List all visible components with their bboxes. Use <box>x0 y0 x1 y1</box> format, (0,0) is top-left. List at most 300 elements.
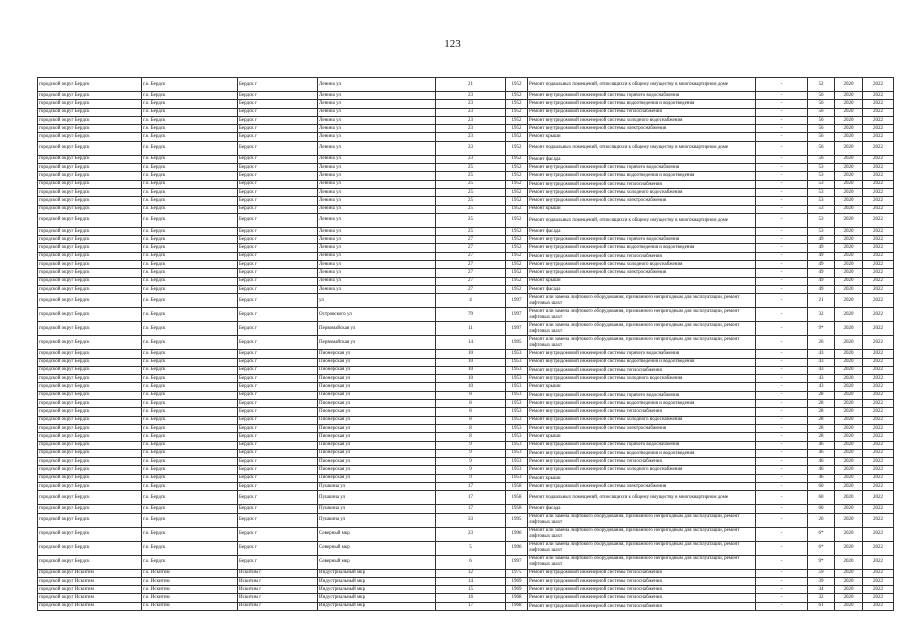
cell-house-number: 25 <box>436 164 506 172</box>
cell-settlement: Бердск г <box>238 366 318 374</box>
cell-house-number: 8 <box>436 400 506 408</box>
cell-end-year: 2022 <box>863 155 894 163</box>
cell-district: г.о. Бердск <box>142 391 238 399</box>
table-row <box>38 197 894 205</box>
cell-district: г.о. Бердск <box>142 125 238 133</box>
cell-separator: - <box>756 197 808 205</box>
cell-end-year: 2022 <box>863 458 894 466</box>
cell-settlement: Бердск г <box>238 336 318 350</box>
cell-build-year: 1968 <box>506 602 528 610</box>
cell-separator: - <box>756 188 808 196</box>
cell-street: Пионерская ул <box>318 400 436 408</box>
cell-house-number: 9 <box>436 458 506 466</box>
cell-work-type: Ремонт фасада <box>528 285 756 293</box>
cell-start-year: 2020 <box>835 424 863 432</box>
cell-settlement: Бердск г <box>238 449 318 457</box>
cell-work-type: Ремонт подвальных помещений, относящихся к общему имуществу в многоквартирном доме <box>528 141 756 155</box>
cell-settlement: Искитим г <box>238 586 318 594</box>
cell-municipality: городской округ Бердск <box>38 213 142 227</box>
cell-work-type: Ремонт фасада <box>528 505 756 513</box>
cell-settlement: Бердск г <box>238 180 318 188</box>
cell-separator: - <box>756 449 808 457</box>
cell-house-number: 25 <box>436 197 506 205</box>
cell-street: Пионерская ул <box>318 383 436 391</box>
table-row <box>38 322 894 336</box>
cell-municipality: городской округ Бердск <box>38 252 142 260</box>
cell-house-number: 25 <box>436 227 506 235</box>
cell-start-year: 2020 <box>835 78 863 92</box>
table-row <box>38 277 894 285</box>
cell-separator: - <box>756 244 808 252</box>
cell-value: 56 <box>808 116 835 124</box>
cell-street: Ленина ул <box>318 116 436 124</box>
cell-build-year: 1952 <box>506 141 528 155</box>
cell-street: Пионерская ул <box>318 391 436 399</box>
cell-end-year: 2022 <box>863 180 894 188</box>
cell-build-year: 1952 <box>506 205 528 213</box>
cell-build-year: 1953 <box>506 424 528 432</box>
cell-separator: - <box>756 125 808 133</box>
cell-value: 53 <box>808 205 835 213</box>
cell-work-type: Ремонт подвальных помещений, относящихся к общему имуществу в многоквартирном доме <box>528 491 756 505</box>
cell-build-year: 1958 <box>506 491 528 505</box>
cell-house-number: 27 <box>436 252 506 260</box>
cell-build-year: 1995 <box>506 336 528 350</box>
cell-street: Пионерская ул <box>318 358 436 366</box>
cell-settlement: Искитим г <box>238 602 318 610</box>
cell-house-number: 10 <box>436 366 506 374</box>
cell-end-year: 2022 <box>863 125 894 133</box>
cell-district: г.о. Бердск <box>142 133 238 141</box>
cell-work-type: Ремонт фасада <box>528 227 756 235</box>
cell-start-year: 2020 <box>835 408 863 416</box>
cell-start-year: 2020 <box>835 358 863 366</box>
cell-value: 49 <box>808 252 835 260</box>
cell-municipality: городской округ Бердск <box>38 180 142 188</box>
cell-settlement: Искитим г <box>238 577 318 585</box>
cell-build-year: 1953 <box>506 408 528 416</box>
table-row <box>38 350 894 358</box>
table-row <box>38 155 894 163</box>
cell-start-year: 2020 <box>835 92 863 100</box>
cell-start-year: 2020 <box>835 527 863 541</box>
cell-end-year: 2022 <box>863 213 894 227</box>
cell-start-year: 2020 <box>835 541 863 555</box>
cell-work-type: Ремонт внутридомовой инженерной системы водоотведения и водоотведения <box>528 358 756 366</box>
cell-house-number: 27 <box>436 285 506 293</box>
cell-start-year: 2020 <box>835 277 863 285</box>
cell-house-number: 9 <box>436 474 506 482</box>
cell-district: г.о. Искитим <box>142 594 238 602</box>
cell-settlement: Бердск г <box>238 213 318 227</box>
cell-street: Пионерская ул <box>318 350 436 358</box>
cell-municipality: городской округ Бердск <box>38 164 142 172</box>
cell-value: 28 <box>808 433 835 441</box>
cell-start-year: 2020 <box>835 252 863 260</box>
cell-value: 6* <box>808 541 835 555</box>
cell-street: Пионерская ул <box>318 466 436 474</box>
cell-settlement: Бердск г <box>238 244 318 252</box>
cell-start-year: 2020 <box>835 555 863 569</box>
cell-street: Индустриальный мкр <box>318 569 436 577</box>
cell-district: г.о. Бердск <box>142 100 238 108</box>
table-row <box>38 424 894 432</box>
cell-street: Ленина ул <box>318 155 436 163</box>
cell-district: г.о. Бердск <box>142 416 238 424</box>
cell-end-year: 2022 <box>863 449 894 457</box>
cell-start-year: 2020 <box>835 285 863 293</box>
cell-settlement: Бердск г <box>238 164 318 172</box>
cell-settlement: Бердск г <box>238 541 318 555</box>
cell-settlement: Бердск г <box>238 400 318 408</box>
cell-work-type: Ремонт или замена лифтового оборудования, признанного непригодным для эксплуатации, ремонт лифтовых шахт <box>528 322 756 336</box>
cell-separator: - <box>756 252 808 260</box>
cell-street: Ленина ул <box>318 227 436 235</box>
cell-start-year: 2020 <box>835 141 863 155</box>
cell-municipality: городской округ Бердск <box>38 491 142 505</box>
cell-build-year: 1952 <box>506 133 528 141</box>
cell-house-number: 25 <box>436 205 506 213</box>
cell-municipality: городской округ Искитим <box>38 594 142 602</box>
cell-street: Пионерская ул <box>318 408 436 416</box>
cell-settlement: Бердск г <box>238 116 318 124</box>
cell-start-year: 2020 <box>835 594 863 602</box>
cell-start-year: 2020 <box>835 375 863 383</box>
cell-separator: - <box>756 433 808 441</box>
table-row <box>38 269 894 277</box>
cell-house-number: 17 <box>436 602 506 610</box>
cell-street: Первомайская ул <box>318 322 436 336</box>
cell-build-year: 1952 <box>506 261 528 269</box>
cell-work-type: Ремонт крыши <box>528 277 756 285</box>
cell-build-year: 1953 <box>506 458 528 466</box>
cell-work-type: Ремонт внутридомовой инженерной системы теплоснабжения <box>528 569 756 577</box>
table-row <box>38 366 894 374</box>
cell-value: 60 <box>808 505 835 513</box>
cell-value: 56 <box>808 141 835 155</box>
cell-municipality: городской округ Бердск <box>38 205 142 213</box>
cell-build-year: 1958 <box>506 482 528 490</box>
cell-street: Ленина ул <box>318 197 436 205</box>
cell-value: 49 <box>808 269 835 277</box>
cell-district: г.о. Бердск <box>142 527 238 541</box>
cell-municipality: городской округ Искитим <box>38 602 142 610</box>
cell-end-year: 2022 <box>863 188 894 196</box>
cell-work-type: Ремонт внутридомовой инженерной системы теплоснабжения <box>528 252 756 260</box>
cell-value: 6* <box>808 527 835 541</box>
cell-start-year: 2020 <box>835 227 863 235</box>
cell-district: г.о. Бердск <box>142 458 238 466</box>
cell-municipality: городской округ Бердск <box>38 141 142 155</box>
cell-work-type: Ремонт внутридомовой инженерной системы холодного водоснабжения <box>528 188 756 196</box>
cell-settlement: Бердск г <box>238 261 318 269</box>
cell-street: Ленина ул <box>318 285 436 293</box>
cell-separator: - <box>756 155 808 163</box>
cell-district: г.о. Бердск <box>142 164 238 172</box>
cell-house-number: 27 <box>436 261 506 269</box>
cell-municipality: городской округ Бердск <box>38 308 142 322</box>
cell-separator: - <box>756 269 808 277</box>
cell-end-year: 2022 <box>863 252 894 260</box>
cell-settlement: Бердск г <box>238 441 318 449</box>
cell-work-type: Ремонт внутридомовой инженерной системы электроснабжения <box>528 197 756 205</box>
cell-build-year: 1952 <box>506 252 528 260</box>
cell-municipality: городской округ Бердск <box>38 294 142 308</box>
cell-house-number: 23 <box>436 108 506 116</box>
cell-street: Ленина ул <box>318 188 436 196</box>
cell-settlement: Бердск г <box>238 269 318 277</box>
cell-district: г.о. Бердск <box>142 366 238 374</box>
cell-start-year: 2020 <box>835 569 863 577</box>
table-row <box>38 383 894 391</box>
cell-end-year: 2022 <box>863 416 894 424</box>
cell-build-year: 1997 <box>506 555 528 569</box>
table-row <box>38 336 894 350</box>
cell-municipality: городской округ Искитим <box>38 569 142 577</box>
cell-separator: - <box>756 458 808 466</box>
cell-value: 53 <box>808 164 835 172</box>
cell-house-number: 12 <box>436 569 506 577</box>
register-table-body <box>38 78 894 611</box>
cell-house-number: 10 <box>436 375 506 383</box>
cell-municipality: городской округ Искитим <box>38 577 142 585</box>
cell-build-year: 1952 <box>506 236 528 244</box>
cell-value: 46 <box>808 474 835 482</box>
cell-work-type: Ремонт или замена лифтового оборудования, признанного непригодным для эксплуатации, ремонт лифтовых шахт <box>528 294 756 308</box>
cell-district: г.о. Бердск <box>142 205 238 213</box>
cell-separator: - <box>756 383 808 391</box>
cell-separator: - <box>756 294 808 308</box>
table-row <box>38 416 894 424</box>
cell-end-year: 2022 <box>863 491 894 505</box>
cell-end-year: 2022 <box>863 577 894 585</box>
table-row <box>38 252 894 260</box>
cell-end-year: 2022 <box>863 586 894 594</box>
cell-start-year: 2020 <box>835 125 863 133</box>
cell-start-year: 2020 <box>835 416 863 424</box>
cell-start-year: 2020 <box>835 269 863 277</box>
cell-work-type: Ремонт внутридомовой инженерной системы водоотведения и водоотведения <box>528 449 756 457</box>
cell-settlement: Бердск г <box>238 527 318 541</box>
table-row <box>38 141 894 155</box>
table-row <box>38 236 894 244</box>
cell-municipality: городской округ Бердск <box>38 336 142 350</box>
cell-settlement: Искитим г <box>238 569 318 577</box>
cell-street: Ленина ул <box>318 252 436 260</box>
cell-work-type: Ремонт внутридомовой инженерной системы теплоснабжения <box>528 366 756 374</box>
cell-separator: - <box>756 285 808 293</box>
cell-district: г.о. Бердск <box>142 408 238 416</box>
cell-district: г.о. Бердск <box>142 197 238 205</box>
cell-start-year: 2020 <box>835 577 863 585</box>
cell-street: Северный мкр <box>318 555 436 569</box>
cell-district: г.о. Бердск <box>142 433 238 441</box>
cell-street: Ленина ул <box>318 236 436 244</box>
cell-end-year: 2022 <box>863 172 894 180</box>
cell-settlement: Бердск г <box>238 252 318 260</box>
cell-separator: - <box>756 350 808 358</box>
cell-work-type: Ремонт внутридомовой инженерной системы электроснабжения <box>528 482 756 490</box>
cell-start-year: 2020 <box>835 308 863 322</box>
cell-house-number: 27 <box>436 244 506 252</box>
table-row <box>38 213 894 227</box>
cell-value: 52 <box>808 78 835 92</box>
cell-settlement: Искитим г <box>238 594 318 602</box>
cell-house-number: 27 <box>436 277 506 285</box>
cell-build-year: 1952 <box>506 188 528 196</box>
cell-street: Пушкина ул <box>318 513 436 527</box>
cell-municipality: городской округ Бердск <box>38 236 142 244</box>
cell-value: 56 <box>808 100 835 108</box>
cell-settlement: Бердск г <box>238 172 318 180</box>
cell-end-year: 2022 <box>863 285 894 293</box>
table-row <box>38 227 894 235</box>
cell-municipality: городской округ Бердск <box>38 269 142 277</box>
cell-end-year: 2022 <box>863 366 894 374</box>
cell-end-year: 2022 <box>863 336 894 350</box>
table-row <box>38 100 894 108</box>
cell-start-year: 2020 <box>835 391 863 399</box>
cell-value: 43 <box>808 383 835 391</box>
cell-value: 28 <box>808 408 835 416</box>
cell-district: г.о. Бердск <box>142 269 238 277</box>
cell-work-type: Ремонт внутридомовой инженерной системы водоотведения и водоотведения <box>528 244 756 252</box>
cell-end-year: 2022 <box>863 92 894 100</box>
cell-work-type: Ремонт внутридомовой инженерной системы теплоснабжения <box>528 602 756 610</box>
cell-settlement: Бердск г <box>238 350 318 358</box>
cell-start-year: 2020 <box>835 505 863 513</box>
table-row <box>38 375 894 383</box>
cell-street: Ленина ул <box>318 141 436 155</box>
cell-value: 46 <box>808 466 835 474</box>
cell-build-year: 1996 <box>506 541 528 555</box>
cell-end-year: 2022 <box>863 441 894 449</box>
table-row <box>38 244 894 252</box>
cell-district: г.о. Бердск <box>142 188 238 196</box>
cell-municipality: городской округ Бердск <box>38 441 142 449</box>
cell-build-year: 1997 <box>506 322 528 336</box>
cell-start-year: 2020 <box>835 108 863 116</box>
cell-house-number: 9 <box>436 466 506 474</box>
cell-end-year: 2022 <box>863 133 894 141</box>
cell-value: 39 <box>808 577 835 585</box>
cell-settlement: Бердск г <box>238 555 318 569</box>
cell-settlement: Бердск г <box>238 133 318 141</box>
cell-value: 49 <box>808 236 835 244</box>
cell-separator: - <box>756 586 808 594</box>
cell-separator: - <box>756 261 808 269</box>
cell-work-type: Ремонт внутридомовой инженерной системы электроснабжения <box>528 424 756 432</box>
cell-value: 60 <box>808 491 835 505</box>
cell-house-number: 10 <box>436 350 506 358</box>
cell-build-year: 1995 <box>506 513 528 527</box>
cell-settlement: Бердск г <box>238 205 318 213</box>
cell-municipality: городской округ Бердск <box>38 408 142 416</box>
cell-end-year: 2022 <box>863 400 894 408</box>
cell-district: г.о. Бердск <box>142 78 238 92</box>
cell-start-year: 2020 <box>835 205 863 213</box>
cell-start-year: 2020 <box>835 449 863 457</box>
table-row <box>38 513 894 527</box>
cell-municipality: городской округ Бердск <box>38 244 142 252</box>
cell-end-year: 2022 <box>863 261 894 269</box>
cell-work-type: Ремонт внутридомовой инженерной системы теплоснабжения <box>528 577 756 585</box>
cell-house-number: 6 <box>436 555 506 569</box>
page-number: 123 <box>444 38 461 50</box>
cell-street: Индустриальный мкр <box>318 586 436 594</box>
cell-end-year: 2022 <box>863 108 894 116</box>
cell-settlement: Бердск г <box>238 424 318 432</box>
cell-separator: - <box>756 78 808 92</box>
cell-build-year: 1953 <box>506 441 528 449</box>
cell-district: г.о. Бердск <box>142 236 238 244</box>
cell-municipality: городской округ Бердск <box>38 133 142 141</box>
cell-district: г.о. Бердск <box>142 141 238 155</box>
cell-start-year: 2020 <box>835 155 863 163</box>
cell-district: г.о. Бердск <box>142 474 238 482</box>
cell-district: г.о. Бердск <box>142 277 238 285</box>
cell-build-year: 1952 <box>506 116 528 124</box>
cell-district: г.о. Бердск <box>142 308 238 322</box>
cell-start-year: 2020 <box>835 400 863 408</box>
cell-work-type: Ремонт или замена лифтового оборудования, признанного непригодным для эксплуатации, ремонт лифтовых шахт <box>528 308 756 322</box>
cell-street: Ленина ул <box>318 213 436 227</box>
cell-start-year: 2020 <box>835 133 863 141</box>
cell-start-year: 2020 <box>835 366 863 374</box>
cell-separator: - <box>756 474 808 482</box>
cell-start-year: 2020 <box>835 197 863 205</box>
cell-house-number: 23 <box>436 116 506 124</box>
table-row <box>38 541 894 555</box>
cell-end-year: 2022 <box>863 227 894 235</box>
cell-work-type: Ремонт внутридомовой инженерной системы водоотведения и водоотведения <box>528 100 756 108</box>
register-table <box>37 77 894 611</box>
cell-value: 9* <box>808 322 835 336</box>
cell-end-year: 2022 <box>863 294 894 308</box>
cell-separator: - <box>756 164 808 172</box>
cell-settlement: Бердск г <box>238 491 318 505</box>
cell-build-year: 1953 <box>506 400 528 408</box>
cell-build-year: 1997 <box>506 294 528 308</box>
cell-street: Пионерская ул <box>318 433 436 441</box>
cell-house-number: 23 <box>436 100 506 108</box>
cell-work-type: Ремонт внутридомовой инженерной системы электроснабжения <box>528 269 756 277</box>
cell-value: 53 <box>808 188 835 196</box>
table-row <box>38 569 894 577</box>
cell-house-number: 25 <box>436 213 506 227</box>
cell-settlement: Бердск г <box>238 474 318 482</box>
table-row <box>38 125 894 133</box>
cell-street: Пионерская ул <box>318 366 436 374</box>
cell-start-year: 2020 <box>835 350 863 358</box>
cell-district: г.о. Бердск <box>142 252 238 260</box>
cell-start-year: 2020 <box>835 294 863 308</box>
cell-separator: - <box>756 366 808 374</box>
cell-house-number: 79 <box>436 308 506 322</box>
cell-separator: - <box>756 227 808 235</box>
cell-separator: - <box>756 466 808 474</box>
cell-work-type: Ремонт крыши <box>528 383 756 391</box>
cell-value: 61 <box>808 602 835 610</box>
cell-value: 49 <box>808 244 835 252</box>
cell-street: Островского ул <box>318 308 436 322</box>
cell-district: г.о. Бердск <box>142 116 238 124</box>
cell-end-year: 2022 <box>863 527 894 541</box>
table-row <box>38 491 894 505</box>
table-row <box>38 180 894 188</box>
table-row <box>38 116 894 124</box>
cell-work-type: Ремонт внутридомовой инженерной системы теплоснабжения <box>528 108 756 116</box>
